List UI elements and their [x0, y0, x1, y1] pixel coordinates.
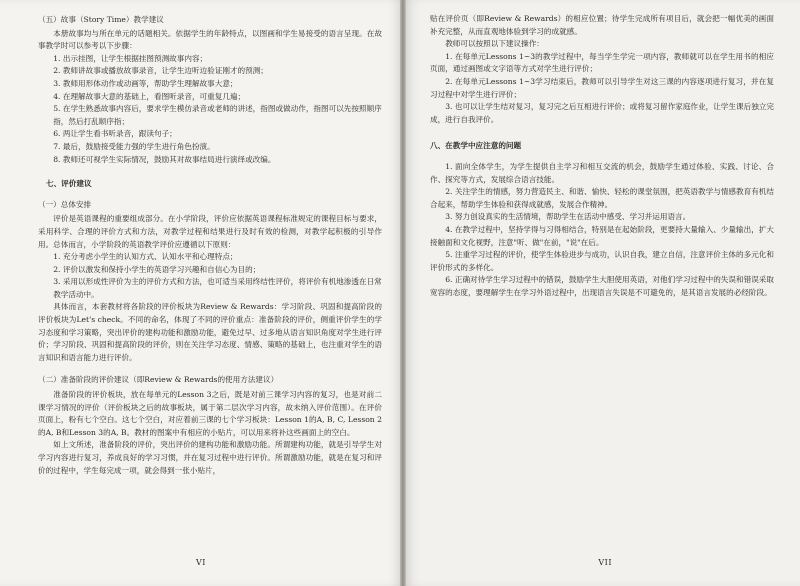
continued-paragraph: 贴在评价页（即Review & Rewards）的相应位置；待学生完成所有项目后，就会把一幅优美的画面补充完整，从而直观地体验到学习的成就感。 [430, 14, 774, 36]
sub2-paragraph-2: 如上文所述，准备阶段的评价，突出评价的建构功能和激励功能。所谓建构功能，就是引导学生对学习内容进行复习，养成良好的学习习惯，并在复习过程中进行评价。所谓激励功能，就是在复习和评价的过程中，学生每完成一项，就会得到一张小贴片， [38, 440, 382, 475]
operations-intro: 教师可以按照以下建议操作： [445, 39, 544, 49]
section5-heading: （五）故事（Story Time）教学建议 [38, 15, 164, 24]
story-step: 1. 出示挂图，让学生根据挂图预测故事内容； [53, 53, 208, 63]
book-gutter [400, 0, 406, 586]
story-step: 4. 在理解故事大意的基础上，看图听录音，可重复几遍； [53, 91, 246, 101]
principle-item: 2. 评价以激发和保持小学生的英语学习兴趣和自信心为目的； [53, 264, 261, 274]
section7-heading: 七、评价建议 [46, 179, 92, 189]
operation-item: 2. 在每单元Lessons 1~3学习结束后，教师可以引导学生对这三课的内容逐项进行复习，并在复习过程中对学生进行评价； [430, 76, 774, 99]
principle-item: 3. 采用以形成性评价为主的评价方式和方法，也可适当采用终结性评价，将评价有机地渗透在日常教学活动中。 [53, 277, 382, 299]
sub1-heading: （一）总体安排 [38, 199, 92, 209]
story-step: 2. 教师讲故事或播放故事录音，让学生边听边验证刚才的预测； [53, 66, 268, 76]
page-number-left: VI [196, 558, 206, 568]
note-item: 4. 在教学过程中，坚持学得与习得相结合，特别是在起始阶段，更要持大量输入、少量输出，扩大接触面和文化视野，注意"听、做"在前，"说"在后。 [430, 224, 774, 247]
principle-item: 1. 充分考虑小学生的认知方式、认知水平和心理特点； [53, 252, 238, 262]
note-item: 2. 关注学生的情感，努力营造民主、和谐、愉快、轻松的课堂氛围，把英语教学与情感教育有机结合起来，帮助学生体验和获得成就感，发展合作精神。 [430, 187, 774, 209]
note-item: 3. 努力创设真实的生活情境，帮助学生在活动中感受、学习并运用语言。 [445, 212, 691, 222]
sub1-paragraph: 评价是英语课程的重要组成部分。在小学阶段，评价应依据英语课程标准规定的课程目标与要求，采用科学、合理的评价方式和方法，对教学过程和结果进行及时有效的检测，对教学起积极的引导作用。总体而言，小学阶段的英语教学评价应遵循以下原则： [38, 214, 382, 249]
sub1-paragraph-2: 具体而言，本套教材将各阶段的评价板块为Review & Rewards：学习阶段、巩固和提高阶段的评价板块为Let's check。不同的命名，体现了不同的评价重点：准备阶段的评价，侧重评价学生的学习态度和学习策略，突出评价的建构功能和激励功能，避免过早、过多地从语言知识角度对学生进行评价；学习阶段、巩固和提高阶段的评价，则在关注学习态度、情感、策略的基础上，也注重对学生的语言知识和语言能力进行评价。 [38, 302, 382, 362]
page-number-right: VII [598, 558, 612, 568]
story-step: 6. 两让学生看书听录音，跟读句子； [53, 129, 177, 139]
operation-item: 1. 在每单元Lessons 1~3的教学过程中，每当学生学完一项内容，教师就可以在学生用书的相应页面，通过画图或文字语等方式对学生进行评价； [430, 51, 774, 74]
note-item: 1. 面向全体学生，为学生提供自主学习和相互交流的机会，鼓励学生通过体验、实践、讨论、合作、探究等方式，发展综合语言技能。 [430, 161, 774, 184]
story-step: 3. 教师用形体动作或动画等，帮助学生理解故事大意； [53, 78, 238, 88]
sub2-heading: （二）准备阶段的评价建议（即Review & Rewards的使用方法建议） [38, 375, 279, 385]
sub2-paragraph: 准备阶段的评价板块，放在每单元的Lesson 3之后，既是对前三课学习内容的复习，也是对前二课学习情况的评价（评价板块之后的故事板块，属于第二层次学习内容，故未纳入评价范围）。在评价页面上，粉有七个空白。这七个空白，对应着前三课的七个学习板块：Lesson 1的A, B, C, Lesson 2的A, B和Lesson 3的A, B。教材的图案中有相应的小贴片，可以用来将补这些画面上的空白。 [38, 390, 382, 437]
operation-item: 3. 也可以让学生结对复习，复习完之后互相进行评价；或将复习留作家庭作业，让学生课后独立完成，进行自我评价。 [430, 102, 774, 124]
note-item: 5. 注重学习过程的评价，使学生体验进步与成功，认识自我，建立自信，注意评价主体的多元化和评价形式的多样化。 [430, 250, 774, 272]
section5-intro: 本册故事均与所在单元的话题相关。依据学生的年龄特点，以图画和学生易接受的语言呈现。在故事教学时可以参考以下步骤： [38, 28, 382, 51]
note-item: 6. 正确对待学生学习过程中的错误，鼓励学生大胆使用英语，对他们学习过程中的失误和错误采取宽容的态度，要理解学生在学习外语过程中，出现语言失误是不可避免的，是其语言发展的必经阶段。 [430, 275, 774, 297]
story-step: 7. 最后，鼓励接受能力强的学生进行角色扮演。 [53, 141, 215, 151]
story-step: 5. 在学生熟悉故事内容后，要求学生模仿录音或老师的讲述，指图或做动作，指图可以先按照顺序指，然后打乱顺序指； [53, 104, 382, 126]
section8-heading: 八、在教学中应注意的问题 [430, 141, 522, 151]
story-step: 8. 教师还可视学生实际情况，鼓励其对故事结局进行演绎或改编。 [53, 154, 276, 164]
right-page [404, 0, 800, 586]
